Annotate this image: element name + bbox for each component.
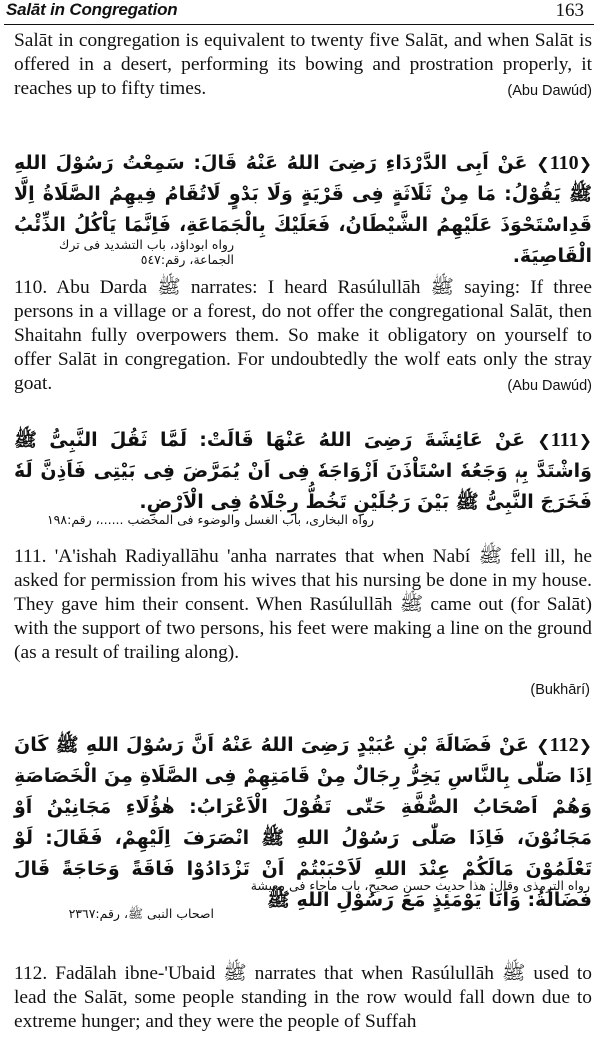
chapter-title: Salāt in Congregation (6, 0, 178, 19)
page-number: 163 (555, 0, 584, 21)
hadith-110-number: 110 (549, 152, 579, 174)
intro-reference: (Abu Dawúd) (507, 83, 592, 99)
hadith-112-source-line1: رواه الترمذى وقال: هذا حديث حسن صحيح، باب ماجاء فى معيشة (250, 878, 590, 893)
ornament-bracket-open: ❮ (578, 736, 592, 755)
hadith-111-arabic: عَنْ عَائِشَةَ رَضِىَ اللهُ عَنْهَا قَالَتْ: لَمَّا ثَقُلَ النَّبِىُّ ﷺ وَاشْتَدَّ بِهٖ وَجَعُهٗ اسْتَاْذَنَ اَزْوَاجَهٗ فِى اَنْ يُمَرَّضَ فِى بَيْتِى فَاَذِنَّ لَهٗ فَخَرَجَ النَّبِىُّ ﷺ بَيْنَ رَجُلَيْنِ تَخُطُّ رِجْلَاهُ فِى الْاَرْضِ. (14, 429, 592, 513)
header-rule (4, 24, 594, 25)
hadith-110-translation: 110. Abu Darda ﷺ narrates: I heard Rasúlullāh ﷺ saying: If three persons in a village or a forest, do not offer the congregational Salāt, then Shaitahn fully overpowers them. So make it obligatory on yourself to offer Salāt in congregation. For undoubtedly the wolf eats only the stray goat. (14, 277, 592, 394)
hadith-110-source: رواه ابوداؤد، باب التشديد فى ترك الجماعة، رقم:٥٤٧ (59, 237, 234, 267)
ornament-bracket-open: ❮ (578, 154, 592, 173)
page-header (0, 0, 600, 26)
ornament-bracket-open: ❮ (578, 431, 592, 450)
hadith-112-number: 112 (549, 734, 579, 756)
ornament-bracket-close: ❯ (537, 431, 551, 450)
hadith-111-translation-block (14, 545, 592, 665)
hadith-112-source-line2: اصحاب النبى ﷺ، رقم:٢٣٦٧ (68, 906, 214, 921)
hadith-111-arabic-block (14, 425, 592, 518)
hadith-112-translation: 112. Fadālah ibne-'Ubaid ﷺ narrates that when Rasúlullāh ﷺ used to lead the Salāt, some people standing in the row would fall down due to extreme hunger; and they were the people of Suffah (14, 963, 593, 1032)
hadith-110-arabic: عَنْ اَبِى الدَّرْدَاءِ رَضِىَ اللهُ عَنْهُ قَالَ: سَمِعْتُ رَسُوْلَ اللهِ ﷺ يَقُوْلُ: مَا مِنْ ثَلَاثَةٍ فِى قَرْيَةٍ وَلَا بَدْوٍ لَاتُقَامُ فِيهِمُ الصَّلَاةُ اِلَّا قَدِاسْتَحْوَذَ عَلَيْهِمُ الشَّيْطَانُ، فَعَلَيْكَ بِالْجَمَاعَةِ، فَاِنَّمَا يَاْكُلُ الذِّئْبُ الْقَاصِيَةَ. (14, 152, 592, 267)
intro-text: Salāt in congregation is equivalent to twenty five Salāt, and when Salāt is offered in a desert, performing its bowing and prostration properly, it reaches up to fifty times. (14, 30, 592, 99)
ornament-bracket-close: ❯ (536, 154, 550, 173)
intro-paragraph (14, 29, 592, 103)
ornament-bracket-close: ❯ (536, 736, 550, 755)
hadith-112-arabic: عَنْ فَضَالَةَ بْنِ عُبَيْدٍ رَضِىَ اللهُ عَنْهُ اَنَّ رَسُوْلَ اللهِ ﷺ كَانَ اِذَا صَلّٰى بِالنَّاسِ يَخِرُّ رِجَالٌ مِنْ قَامَتِهِمْ فِى الصَّلَاةِ مِنَ الْخَصَاصَةِ وَهُمْ اَصْحَابُ الصُّفَّةِ حَتّٰى تَقُوْلَ الْاَعْرَابُ: هٰؤُلَاءِ مَجَانِيْنُ اَوْ مَجَانُوْنَ، فَاِذَا صَلّٰى رَسُوْلُ اللهِ ﷺ انْصَرَفَ اِلَيْهِمْ، فَقَالَ: لَوْ تَعْلَمُوْنَ مَالَكُمْ عِنْدَ اللهِ لَاَحْبَبْتُمْ اَنْ تَزْدَادُوْا فَاقَةً وَحَاجَةً قَالَ فَضَالَةُ: وَاَنَا يَوْمَئِذٍ مَعَ رَسُوْلِ اللهِ ﷺ (14, 734, 592, 911)
hadith-111-reference: (Bukhārí) (530, 682, 590, 698)
hadith-110-translation-block (14, 276, 592, 398)
hadith-112-translation-block (14, 962, 592, 1034)
hadith-111-source: رواه البخارى، باب الغسل والوضوء فى المخضب ......، رقم:١٩٨ (46, 512, 374, 527)
hadith-111-number: 111 (550, 429, 579, 451)
hadith-110-reference: (Abu Dawúd) (507, 378, 592, 394)
hadith-111-translation: 111. 'A'ishah Radiyallāhu 'anha narrates that when Nabí ﷺ fell ill, he asked for permission from his wives that his nursing be done in my house. They gave him their consent. When Rasúlullāh ﷺ came out (for Salāt) with the support of two persons, his feet were making a line on the ground (as a result of trailing along). (14, 546, 592, 663)
